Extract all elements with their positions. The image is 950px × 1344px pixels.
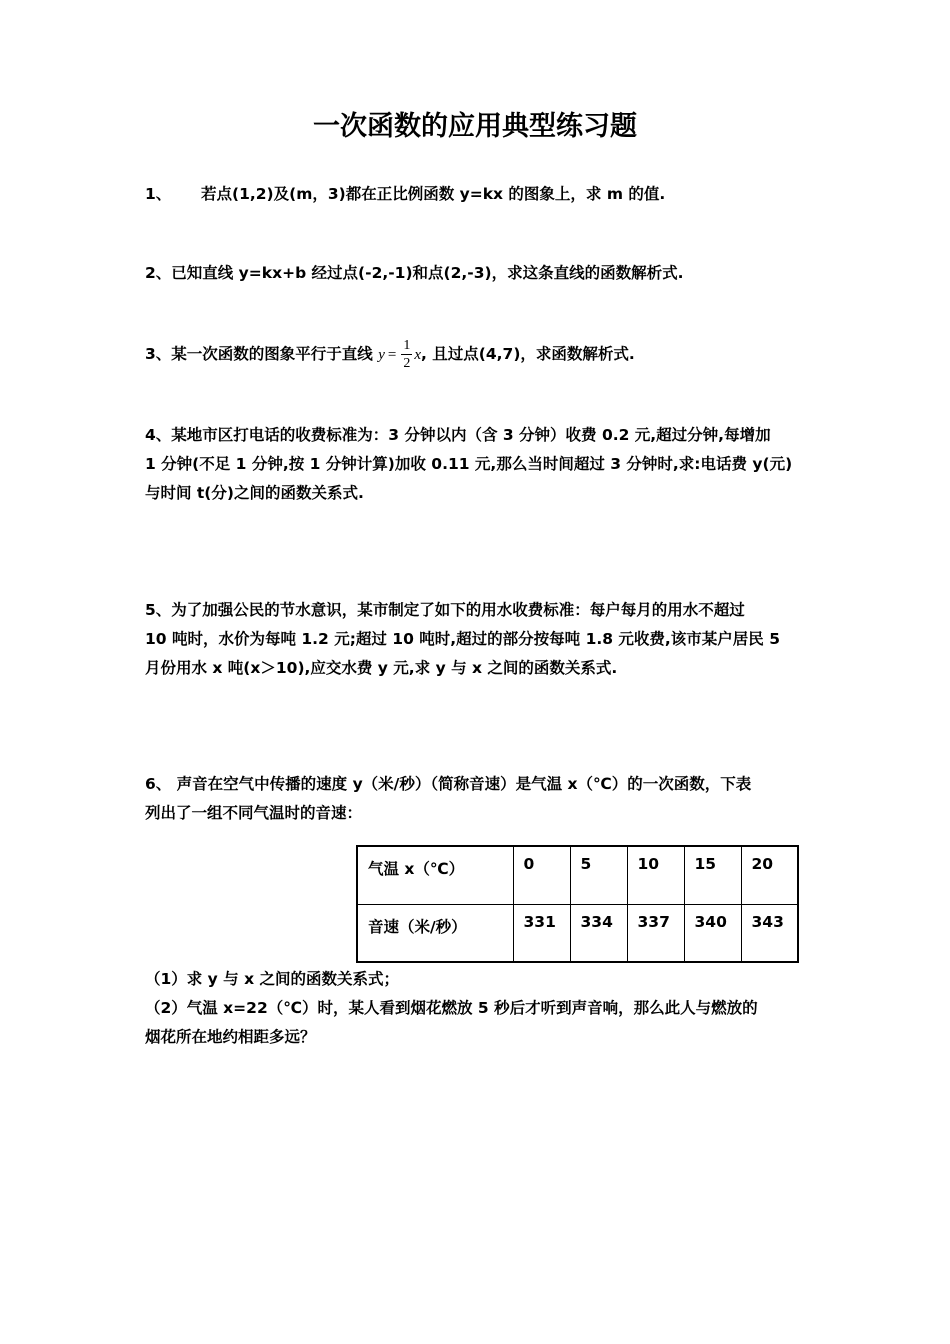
table-row-temperature — [357, 846, 798, 904]
table-cell: 337 — [627, 904, 684, 962]
question-3 — [145, 332, 825, 377]
table-cell: 10 — [627, 846, 684, 904]
question-4 — [145, 421, 825, 508]
formula-x: x — [414, 347, 422, 363]
table-row-speed — [357, 904, 798, 962]
fraction-denominator: 2 — [403, 356, 411, 371]
question-5-line: 10 吨时，水价为每吨 1.2 元;超过 10 吨时,超过的部分按每吨 1.8 元收费,该市某户居民 5 — [145, 630, 780, 648]
question-6-subquestions — [145, 965, 825, 1052]
question-1-number: 1、 — [145, 185, 172, 203]
table-header-speed: 音速（米/秒） — [357, 904, 513, 962]
table-cell: 331 — [513, 904, 570, 962]
fraction-numerator: 1 — [403, 338, 411, 353]
table-header-temperature: 气温 x（℃） — [357, 846, 513, 904]
question-2: 2、已知直线 y=kx+b 经过点(-2,-1)和点(2,-3)，求这条直线的函数解析式. — [145, 264, 684, 282]
question-1 — [145, 180, 825, 209]
table-cell: 340 — [684, 904, 741, 962]
table-cell: 5 — [570, 846, 627, 904]
question-6-line: 列出了一组不同气温时的音速： — [145, 804, 363, 822]
question-4-line: 4、某地市区打电话的收费标准为：3 分钟以内（含 3 分钟）收费 0.2 元,超过分钟,每增加 — [145, 426, 771, 444]
table-cell: 343 — [741, 904, 798, 962]
table-cell: 15 — [684, 846, 741, 904]
question-5-line: 月份用水 x 吨(x＞10),应交水费 y 元,求 y 与 x 之间的函数关系式. — [145, 659, 618, 677]
question-3-text-after: , 且过点(4,7)，求函数解析式. — [421, 345, 635, 363]
subquestion-line: （1）求 y 与 x 之间的函数关系式； — [145, 970, 399, 988]
subquestion-line: 烟花所在地约相距多远？ — [145, 1028, 316, 1046]
table-cell: 20 — [741, 846, 798, 904]
question-5 — [145, 596, 825, 683]
sound-speed-table — [356, 845, 799, 963]
page-title: 一次函数的应用典型练习题 — [313, 111, 637, 142]
question-1-text: 若点(1,2)及(m，3)都在正比例函数 y=kx 的图象上，求 m 的值. — [201, 185, 666, 203]
question-4-line: 与时间 t(分)之间的函数关系式. — [145, 484, 364, 502]
question-3-text-before: 3、某一次函数的图象平行于直线 — [145, 345, 373, 363]
formula-y: y — [378, 347, 385, 363]
subquestion-line: （2）气温 x=22（℃）时，某人看到烟花燃放 5 秒后才听到声音响，那么此人与燃放的 — [145, 999, 758, 1017]
question-4-line: 1 分钟(不足 1 分钟,按 1 分钟计算)加收 0.11 元,那么当时间超过 3 分钟时,求:电话费 y(元) — [145, 455, 793, 473]
question-6-line: 6、 声音在空气中传播的速度 y（米/秒）（简称音速）是气温 x（℃）的一次函数，下表 — [145, 775, 752, 793]
formula-equals: = — [387, 347, 397, 363]
question-5-line: 5、为了加强公民的节水意识，某市制定了如下的用水收费标准：每户每月的用水不超过 — [145, 601, 745, 619]
table-cell: 334 — [570, 904, 627, 962]
question-6 — [145, 770, 825, 828]
table-cell: 0 — [513, 846, 570, 904]
fraction-one-half — [401, 337, 412, 372]
